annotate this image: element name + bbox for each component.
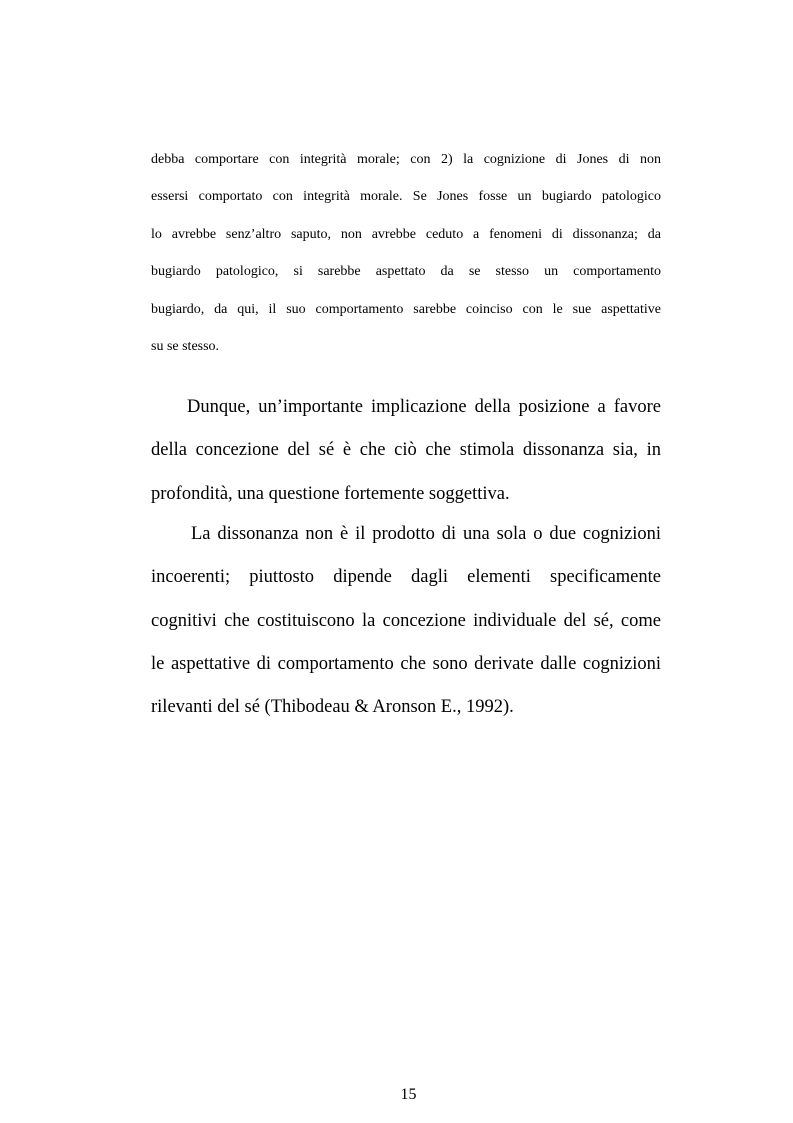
quote-line-5: bugiardo, da qui, il suo comportamento sarebbe coinciso con le sue aspettative xyxy=(151,301,661,317)
paragraph-2-line-3: cognitivi che costituiscono la concezione individuale del sé, come xyxy=(151,610,661,631)
quote-line-2: essersi comportato con integrità morale. Se Jones fosse un bugiardo patologico xyxy=(151,189,661,205)
quote-line-1: debba comportare con integrità morale; con 2) la cognizione di Jones di non xyxy=(151,152,661,167)
paragraph-1-line-2: della concezione del sé è che ciò che stimola dissonanza sia, in xyxy=(151,440,661,461)
quote-line-6: su se stesso. xyxy=(151,338,220,354)
quote-line-3: lo avrebbe senz’altro saputo, non avrebbe ceduto a fenomeni di dissonanza; da xyxy=(151,226,661,242)
paragraph-1-line-3: profondità, una questione fortemente soggettiva. xyxy=(151,483,510,504)
quote-line-4: bugiardo patologico, si sarebbe aspettato da se stesso un comportamento xyxy=(151,264,661,280)
paragraph-2-line-1: La dissonanza non è il prodotto di una sola o due cognizioni xyxy=(191,524,661,544)
page-number: 15 xyxy=(400,1086,417,1103)
paragraph-2-line-4: le aspettative di comportamento che sono derivate dalle cognizioni xyxy=(151,653,661,674)
paragraph-2-line-2: incoerenti; piuttosto dipende dagli elementi specificamente xyxy=(151,567,661,588)
paragraph-2-line-5: rilevanti del sé (Thibodeau & Aronson E., 1992). xyxy=(151,697,514,718)
paragraph-1 xyxy=(151,395,661,525)
quoted-passage xyxy=(151,146,661,370)
paragraph-2 xyxy=(151,522,661,738)
paragraph-1-line-1: Dunque, un’importante implicazione della posizione a favore xyxy=(187,397,661,417)
